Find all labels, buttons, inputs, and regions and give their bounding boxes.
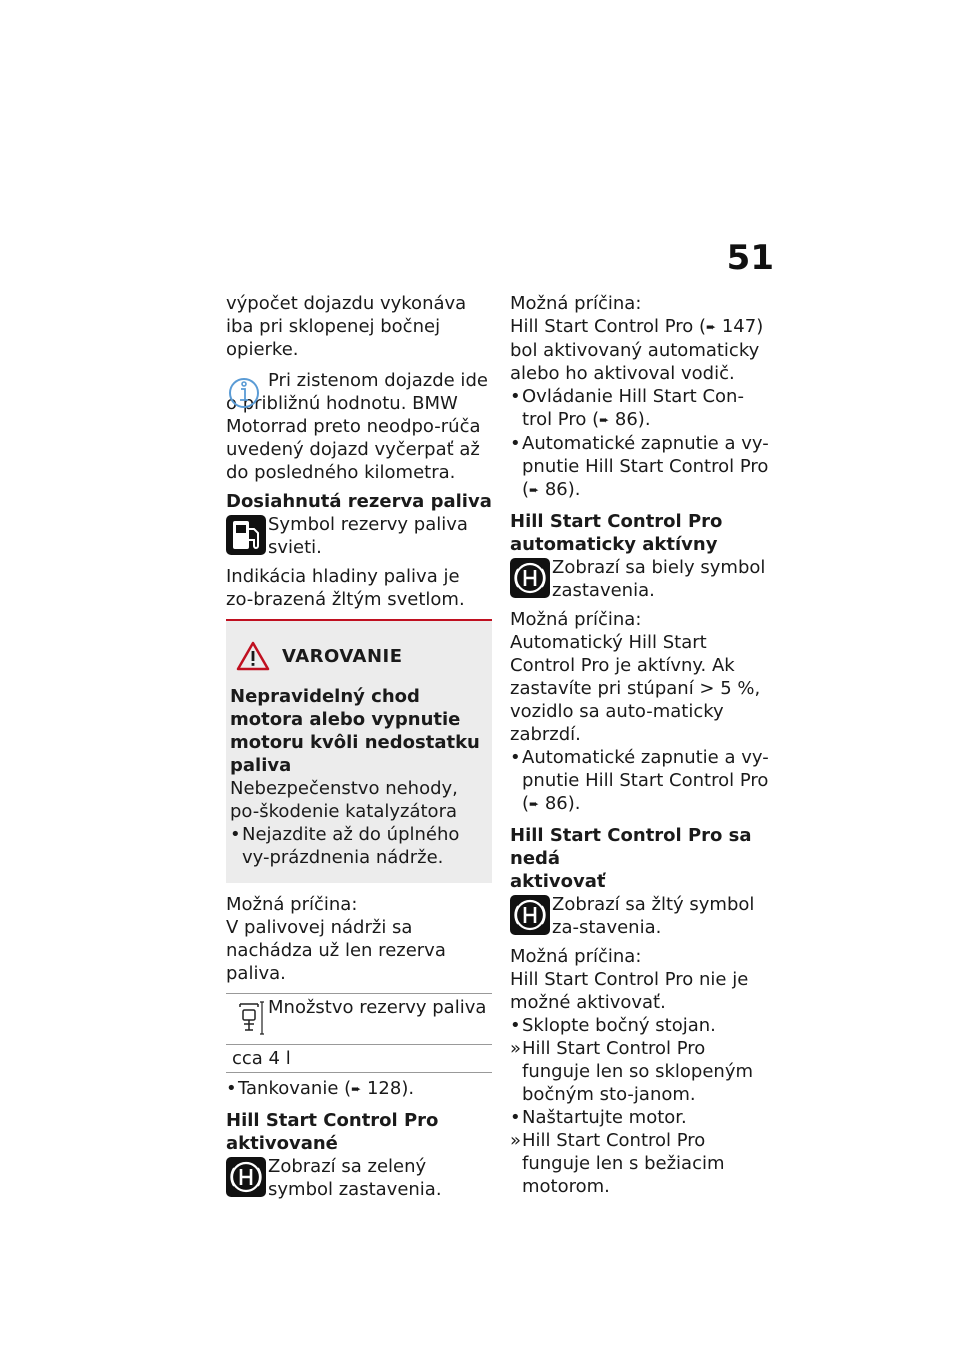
info-note	[226, 369, 492, 484]
cause-label: Možná príčina:	[510, 946, 642, 967]
hsc-active-heading-line2: aktivované	[226, 1133, 338, 1154]
cause-label: Možná príčina:	[510, 293, 642, 314]
hsc-active-symbol-row	[226, 1155, 492, 1201]
fuel-indication-text: Indikácia hladiny paliva je zo-brazená žltým svetlom.	[226, 566, 465, 610]
page-reference[interactable]: ➨ 86).	[529, 793, 581, 814]
reference-arrow-icon: ➨	[599, 413, 610, 427]
warning-bold-text: Nepravidelný chod motora alebo vypnutie motoru kvôli nedostatku paliva	[230, 686, 480, 776]
action-steps	[510, 1014, 772, 1198]
hsc-cannot-heading-line2: aktivovať	[510, 871, 606, 892]
list-item: »Hill Start Control Pro funguje len s bežiacim motorom.	[510, 1130, 725, 1197]
hsc-auto-symbol-text: Zobrazí sa biely symbol zastavenia.	[552, 557, 766, 601]
hsc-auto-heading-line2: automaticky aktívny	[510, 534, 718, 555]
cause-text: Hill Start Control Pro (➨ 147) bol aktivovaný automaticky alebo ho aktivoval vodič.	[510, 316, 764, 384]
warning-header	[236, 641, 486, 671]
page-reference[interactable]: ➨ 147)	[706, 316, 764, 337]
hill-start-h-icon	[510, 558, 550, 598]
fuel-pump-icon	[226, 515, 266, 555]
list-item: •Automatické zapnutie a vy-pnutie Hill Start Control Pro (➨ 86).	[510, 747, 769, 814]
table-value: cca 4 l	[232, 1048, 291, 1069]
cause-text: Hill Start Control Pro nie je možné aktivovať.	[510, 969, 749, 1013]
list-item: •Naštartujte motor.	[510, 1107, 687, 1128]
hsc-cannot-symbol-row	[510, 893, 772, 939]
warning-bullets	[230, 823, 486, 869]
info-icon	[226, 371, 266, 411]
reference-arrow-icon: ➨	[706, 320, 717, 334]
right-column	[510, 292, 772, 1206]
table-header-row	[226, 994, 492, 1045]
table-label: Množstvo rezervy paliva	[268, 997, 487, 1018]
reference-arrow-icon: ➨	[529, 483, 540, 497]
page-reference[interactable]: ➨ 86).	[599, 409, 651, 430]
refuel-bullets	[226, 1077, 492, 1101]
reference-arrow-icon: ➨	[529, 797, 540, 811]
list-item: •Automatické zapnutie a vy-pnutie Hill Start Control Pro (➨ 86).	[510, 433, 769, 500]
list-item: »Hill Start Control Pro funguje len so sklopeným bočným sto-janom.	[510, 1038, 754, 1105]
fuel-reserve-table	[226, 993, 492, 1073]
list-item: •Ovládanie Hill Start Con-trol Pro (➨ 86).	[510, 386, 744, 430]
cause-text: Automatický Hill Start Control Pro je aktívny. Ak zastavíte pri stúpaní > 5 %, vozidlo sa auto-maticky zabrzdí.	[510, 632, 761, 745]
hsc-cannot-heading-line1: Hill Start Control Pro sa nedá	[510, 825, 752, 869]
list-item: •Nejazdite až do úplného vy-prázdnenia nádrže.	[230, 824, 460, 868]
auto-bullets	[510, 746, 772, 816]
warning-triangle-icon	[236, 641, 270, 671]
warning-title: VAROVANIE	[282, 645, 403, 667]
page-number: 51	[726, 238, 774, 278]
hsc-auto-symbol-row	[510, 556, 772, 602]
cause-label: Možná príčina:	[226, 894, 358, 915]
warning-box	[226, 619, 492, 883]
cause-label: Možná príčina:	[510, 609, 642, 630]
hsc-active-symbol-text: Zobrazí sa zelený symbol zastavenia.	[268, 1156, 442, 1200]
hill-start-h-icon	[510, 895, 550, 935]
list-item: •Tankovanie (➨ 128).	[226, 1078, 415, 1099]
info-note-text: Pri zistenom dojazde ide o približnú hodnotu. BMW Motorrad preto neodpo-rúča uvedený dojazd vyčerpať až do posledného kilometra.	[226, 370, 488, 483]
cause-bullets	[510, 385, 772, 502]
fuel-reserve-symbol-row	[226, 513, 492, 559]
fuel-reserve-heading: Dosiahnutá rezerva paliva	[226, 491, 492, 512]
fuel-level-gauge-icon	[236, 998, 266, 1038]
page-reference[interactable]: ➨ 86).	[529, 479, 581, 500]
fuel-reserve-symbol-text: Symbol rezervy paliva svieti.	[268, 514, 468, 558]
intro-text: výpočet dojazdu vykonáva iba pri sklopenej bočnej opierke.	[226, 293, 467, 360]
hill-start-h-icon	[226, 1157, 266, 1197]
page-reference[interactable]: ➨ 128).	[351, 1078, 415, 1099]
hsc-cannot-symbol-text: Zobrazí sa žltý symbol za-stavenia.	[552, 894, 755, 938]
warning-text: Nebezpečenstvo nehody, po-škodenie katalyzátora	[230, 778, 458, 822]
hsc-active-heading-line1: Hill Start Control Pro	[226, 1110, 439, 1131]
reference-arrow-icon: ➨	[351, 1082, 362, 1096]
list-item: •Sklopte bočný stojan.	[510, 1015, 716, 1036]
cause-text: V palivovej nádrži sa nachádza už len rezerva paliva.	[226, 917, 446, 984]
left-column	[226, 292, 492, 1207]
hsc-auto-heading-line1: Hill Start Control Pro	[510, 511, 723, 532]
